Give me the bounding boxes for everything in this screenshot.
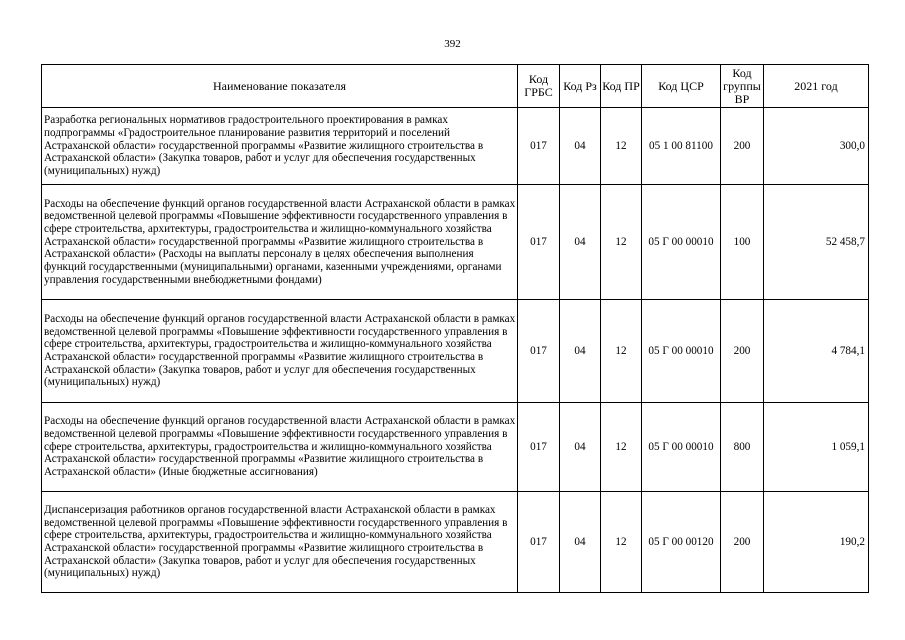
- row-name: Расходы на обеспечение функций органов государственной власти Астраханской области в рамках ведомственной целевой программы «Повышение эффективности государственного управления в сфере строительства, архитектуры, градостроительства и жилищно-коммунального хозяйства Астраханской области» государственной программы «Развитие жилищного строительства в Астраханской области» (Закупка товаров, работ и услуг для обеспечения государственных (муниципальных) нужд): [42, 300, 518, 403]
- table-row: [42, 492, 869, 593]
- table-row: [42, 403, 869, 492]
- row-grbs: 017: [518, 108, 560, 185]
- header-grbs: Код ГРБС: [518, 65, 560, 108]
- table-row: [42, 300, 869, 403]
- row-rz: 04: [560, 403, 601, 492]
- table-row: [42, 108, 869, 185]
- row-amount: 300,0: [764, 108, 869, 185]
- row-name: Расходы на обеспечение функций органов государственной власти Астраханской области в рамках ведомственной целевой программы «Повышение эффективности государственного управления в сфере строительства, архитектуры, градостроительства и жилищно-коммунального хозяйства Астраханской области» государственной программы «Развитие жилищного строительства в Астраханской области» (Иные бюджетные ассигнования): [42, 403, 518, 492]
- row-csr: 05 1 00 81100: [642, 108, 721, 185]
- row-vr: 200: [721, 492, 764, 593]
- row-amount: 1 059,1: [764, 403, 869, 492]
- row-pr: 12: [601, 185, 642, 300]
- budget-table: [41, 64, 869, 593]
- header-pr: Код ПР: [601, 65, 642, 108]
- row-vr: 100: [721, 185, 764, 300]
- table-row: [42, 185, 869, 300]
- header-name: Наименование показателя: [42, 65, 518, 108]
- row-csr: 05 Г 00 00010: [642, 185, 721, 300]
- row-pr: 12: [601, 492, 642, 593]
- header-year: 2021 год: [764, 65, 869, 108]
- row-vr: 200: [721, 108, 764, 185]
- row-grbs: 017: [518, 492, 560, 593]
- header-vr: Код группы ВР: [721, 65, 764, 108]
- row-rz: 04: [560, 108, 601, 185]
- row-amount: 190,2: [764, 492, 869, 593]
- row-amount: 52 458,7: [764, 185, 869, 300]
- row-amount: 4 784,1: [764, 300, 869, 403]
- row-csr: 05 Г 00 00010: [642, 300, 721, 403]
- row-csr: 05 Г 00 00010: [642, 403, 721, 492]
- row-pr: 12: [601, 108, 642, 185]
- row-name: Расходы на обеспечение функций органов государственной власти Астраханской области в рамках ведомственной целевой программы «Повышение эффективности государственного управления в сфере строительства, архитектуры, градостроительства и жилищно-коммунального хозяйства Астраханской области» государственной программы «Развитие жилищного строительства в Астраханской области» (Расходы на выплаты персоналу в целях обеспечения выполнения функций государственными (муниципальными) органами, казенными учреждениями, органами управления государственными внебюджетными фондами): [42, 185, 518, 300]
- row-rz: 04: [560, 492, 601, 593]
- row-pr: 12: [601, 403, 642, 492]
- row-rz: 04: [560, 300, 601, 403]
- row-name: Разработка региональных нормативов градостроительного проектирования в рамках подпрограммы «Градостроительное планирование развития территорий и поселений Астраханской области» государственной программы «Развитие жилищного строительства в Астраханской области» (Закупка товаров, работ и услуг для обеспечения государственных (муниципальных) нужд): [42, 108, 518, 185]
- row-grbs: 017: [518, 300, 560, 403]
- row-name: Диспансеризация работников органов государственной власти Астраханской области в рамках ведомственной целевой программы «Повышение эффективности государственного управления в сфере строительства, архитектуры, градостроительства и жилищно-коммунального хозяйства Астраханской области» государственной программы «Развитие жилищного строительства в Астраханской области» (Закупка товаров, работ и услуг для обеспечения государственных (муниципальных) нужд): [42, 492, 518, 593]
- row-pr: 12: [601, 300, 642, 403]
- header-csr: Код ЦСР: [642, 65, 721, 108]
- header-rz: Код Рз: [560, 65, 601, 108]
- row-grbs: 017: [518, 403, 560, 492]
- row-vr: 800: [721, 403, 764, 492]
- row-csr: 05 Г 00 00120: [642, 492, 721, 593]
- row-vr: 200: [721, 300, 764, 403]
- row-rz: 04: [560, 185, 601, 300]
- page-number: 392: [444, 38, 461, 50]
- table-header-row: [42, 65, 869, 108]
- row-grbs: 017: [518, 185, 560, 300]
